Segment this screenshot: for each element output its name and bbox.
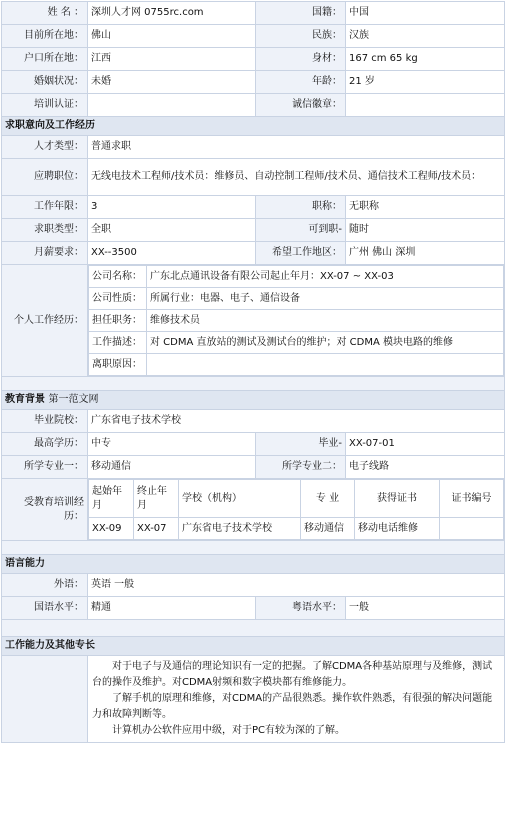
skills-label-cell: [2, 656, 88, 743]
history-header-end: 终止年月: [134, 480, 179, 518]
skills-paragraph: 了解手机的原理和维修，对CDMA的产品很熟悉。操作软件熟悉，有很强的解决问题能力和故障判断等。: [92, 693, 493, 720]
history-end: XX-07: [134, 518, 179, 540]
history-cert-no: [440, 518, 504, 540]
school-value: 广东省电子技术学校: [88, 410, 505, 433]
age-value: 21 岁: [346, 71, 505, 94]
position-value: 无线电技术工程师/技术员：维修员、自动控制工程师/技术员、通信技术工程师/技术员：: [88, 159, 505, 196]
row-history: [2, 479, 505, 541]
title-label: 职称：: [256, 196, 346, 219]
age-label: 年龄：: [256, 71, 346, 94]
edu-title-suffix: 第一范文网: [48, 394, 99, 405]
history-header-cert-no: 证书编号: [440, 480, 504, 518]
skills-body: [88, 656, 505, 743]
salary-label: 月薪要求：: [2, 242, 88, 265]
row-major: [2, 456, 505, 479]
marital-value: 未婚: [88, 71, 256, 94]
training-value: [88, 94, 256, 117]
foreign-value: 英语 一般: [88, 574, 505, 597]
name-label: 姓 名 ：: [2, 2, 88, 25]
history-start: XX-09: [89, 518, 134, 540]
post-label: 担任职务：: [89, 310, 147, 332]
row-job-type: [2, 219, 505, 242]
row-degree: [2, 433, 505, 456]
hukou-label: 户口所在地：: [2, 48, 88, 71]
region-value: 广州 佛山 深圳: [346, 242, 505, 265]
nature-label: 公司性质：: [89, 288, 147, 310]
resume: [1, 1, 504, 743]
row-experience: [2, 265, 505, 377]
job-type-value: 全职: [88, 219, 256, 242]
salary-value: XX--3500: [88, 242, 256, 265]
marital-label: 婚姻状况：: [2, 71, 88, 94]
spacer: [2, 620, 505, 637]
degree-value: 中专: [88, 433, 256, 456]
experience-table: [88, 265, 504, 376]
row-position: [2, 159, 505, 196]
history-header-cert: 获得证书: [355, 480, 440, 518]
foreign-label: 外语：: [2, 574, 88, 597]
years-value: 3: [88, 196, 256, 219]
major2-value: 电子线路: [346, 456, 505, 479]
history-row: [89, 518, 504, 540]
spacer: [2, 541, 505, 555]
row-location: [2, 25, 505, 48]
history-label: 受教育培训经历：: [2, 479, 88, 541]
location-label: 目前所在地：: [2, 25, 88, 48]
experience-label: 个人工作经历：: [2, 265, 88, 377]
row-skills: [2, 656, 505, 743]
available-label: 可到职-: [256, 219, 346, 242]
row-marital: [2, 71, 505, 94]
lang-section-title: 语言能力: [2, 555, 505, 574]
history-header-row: [89, 480, 504, 518]
leave-label: 离职原因：: [89, 354, 147, 376]
grad-value: XX-07-01: [346, 433, 505, 456]
degree-label: 最高学历：: [2, 433, 88, 456]
years-label: 工作年限：: [2, 196, 88, 219]
position-label: 应聘职位：: [2, 159, 88, 196]
nature-value: 所属行业：电器、电子、通信设备: [147, 288, 504, 310]
location-value: 佛山: [88, 25, 256, 48]
ethnicity-label: 民族：: [256, 25, 346, 48]
body-value: 167 cm 65 kg: [346, 48, 505, 71]
nationality-value: 中国: [346, 2, 505, 25]
row-salary: [2, 242, 505, 265]
company-label: 公司名称：: [89, 266, 147, 288]
row-mandarin: [2, 597, 505, 620]
row-training: [2, 94, 505, 117]
history-school: 广东省电子技术学校: [179, 518, 301, 540]
talent-type-value: 普通求职: [88, 136, 505, 159]
name-value: 深圳人才网 0755rc.com: [88, 2, 256, 25]
ethnicity-value: 汉族: [346, 25, 505, 48]
history-major: 移动通信: [301, 518, 355, 540]
desc-label: 工作描述：: [89, 332, 147, 354]
job-type-label: 求职类型：: [2, 219, 88, 242]
post-value: 维修技术员: [147, 310, 504, 332]
major1-value: 移动通信: [88, 456, 256, 479]
credit-label: 诚信徽章：: [256, 94, 346, 117]
row-hukou: [2, 48, 505, 71]
history-cert: 移动电话维修: [355, 518, 440, 540]
body-label: 身材：: [256, 48, 346, 71]
grad-label: 毕业-: [256, 433, 346, 456]
desc-value: 对 CDMA 直放站的测试及测试台的维护；对 CDMA 模块电路的维修: [147, 332, 504, 354]
edu-title-text: 教育背景: [5, 394, 45, 405]
mandarin-label: 国语水平：: [2, 597, 88, 620]
skills-section-title: 工作能力及其他专长: [2, 637, 505, 656]
title-value: 无职称: [346, 196, 505, 219]
talent-type-label: 人才类型：: [2, 136, 88, 159]
major2-label: 所学专业二：: [256, 456, 346, 479]
edu-section-title: [2, 391, 505, 410]
history-header-start: 起始年月: [89, 480, 134, 518]
skills-paragraph: 对于电子与及通信的理论知识有一定的把握。了解CDMA各种基站原理与及维修，测试台的操作及维护。对CDMA射频和数字模块都有维修能力。: [92, 661, 493, 688]
nationality-label: 国籍：: [256, 2, 346, 25]
row-school: [2, 410, 505, 433]
row-name: [2, 2, 505, 25]
skills-paragraph: 计算机办公软件应用中级，对于PC有较为深的了解。: [112, 725, 346, 736]
row-talent-type: [2, 136, 505, 159]
available-value: 随时: [346, 219, 505, 242]
company-value: 广东北点通讯设备有限公司起止年月：XX-07 ~ XX-03: [147, 266, 504, 288]
mandarin-value: 精通: [88, 597, 256, 620]
major1-label: 所学专业一：: [2, 456, 88, 479]
region-label: 希望工作地区：: [256, 242, 346, 265]
resume-table: [1, 1, 505, 743]
row-foreign: [2, 574, 505, 597]
hukou-value: 江西: [88, 48, 256, 71]
history-header-major: 专 业: [301, 480, 355, 518]
leave-value: [147, 354, 504, 376]
training-label: 培训认证：: [2, 94, 88, 117]
cantonese-value: 一般: [346, 597, 505, 620]
row-years: [2, 196, 505, 219]
credit-value: [346, 94, 505, 117]
cantonese-label: 粤语水平：: [256, 597, 346, 620]
history-table: [88, 479, 504, 540]
history-header-school: 学校（机构）: [179, 480, 301, 518]
spacer: [2, 377, 505, 391]
school-label: 毕业院校：: [2, 410, 88, 433]
job-section-title: 求职意向及工作经历: [2, 117, 505, 136]
